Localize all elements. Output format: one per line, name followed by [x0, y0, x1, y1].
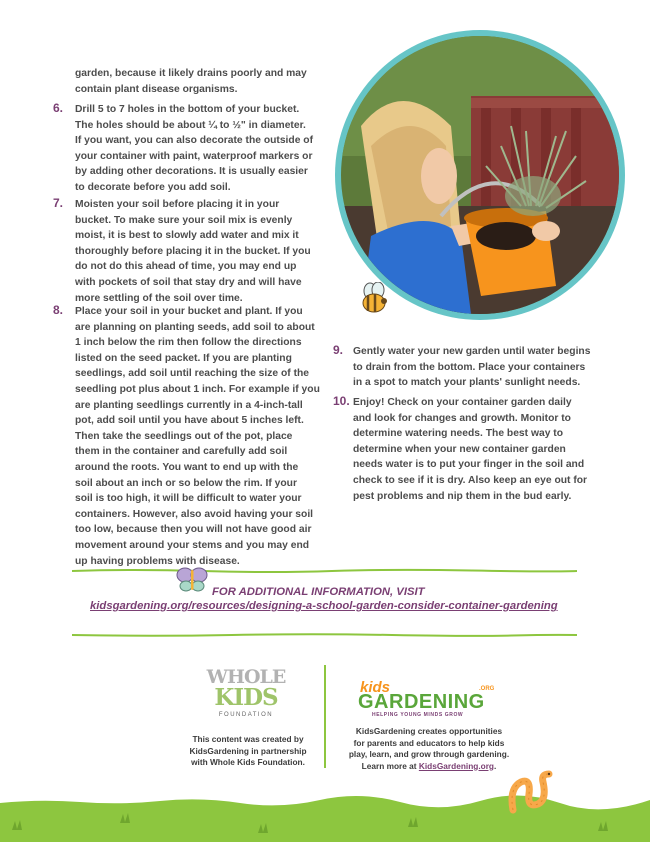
child-planting-photo [341, 36, 619, 314]
step-line: Moisten your soil before placing it in your [75, 199, 280, 210]
whole-kids-credit [178, 734, 318, 769]
step-9-text [353, 344, 590, 391]
intro-line: contain plant disease organisms. [75, 83, 238, 95]
step-line: Place your soil in your bucket and plant. If you [75, 306, 303, 317]
kg-line: for parents and educators to help kids [353, 737, 505, 748]
info-link[interactable]: kidsgardening.org/resources/designing-a-school-garden-consider-container-gardening [90, 600, 558, 612]
step-line: up having problems with disease. [75, 555, 240, 567]
step-7-text [75, 197, 311, 306]
step-line: soil about an inch or so below the rim. If your [75, 477, 297, 489]
step-line: Drill 5 to 7 holes in the bottom of your bucket. [75, 104, 300, 115]
step-line: and look for changes and growth. Monitor to [353, 412, 571, 424]
kidsgardening-link[interactable]: KidsGardening.org [418, 760, 494, 771]
kg-learn-suffix: . [494, 760, 497, 771]
kg-logo-gardening: GARDENING [358, 691, 485, 713]
whole-kids-logo [204, 667, 288, 718]
step-line: seedling pot plus about 1 inch. For example if you [75, 383, 320, 395]
step-line: to decorate before you add soil. [75, 181, 231, 193]
kg-learn-more [340, 761, 518, 773]
kg-line: KidsGardening creates opportunities [355, 726, 503, 736]
footer-divider [324, 665, 326, 768]
step-line: too low, because then you will not have good air [75, 524, 312, 536]
step-10-number: 10. [333, 394, 350, 408]
step-line: with pockets of soil that stay dry and will have [75, 276, 302, 288]
kg-logo-org: .ORG [479, 686, 495, 692]
kg-learn-prefix: Learn more at [361, 760, 419, 771]
whole-kids-logo-line1: WHOLE [206, 666, 286, 688]
kidsgardening-description [340, 726, 518, 772]
step-line: more settling of the soil over time. [75, 292, 243, 304]
step-line: to drain from the bottom. Place your containers [353, 361, 586, 373]
step-8-text [75, 304, 320, 569]
step-line: soil is too high, it will be difficult to water your [75, 493, 302, 505]
step-line: 1 inch below the rim then follow the directions [75, 337, 302, 349]
whole-kids-logo-line2: KIDS [214, 684, 278, 711]
step-line: Enjoy! Check on your container garden daily [353, 397, 572, 408]
kg-logo-tagline: HELPING YOUNG MINDS GROW [372, 712, 464, 718]
step-8-number: 8. [53, 303, 64, 317]
step-6-text [75, 102, 313, 196]
step-line: moist, it is best to slowly add water and mix it [75, 230, 299, 242]
whole-kids-logo-line3: FOUNDATION [218, 712, 274, 718]
bee-icon [357, 282, 393, 318]
step-line: The holes should be about ¼ to ½" in diameter. [75, 119, 306, 131]
step-line: needs water is to put your finger in the soil and [353, 459, 585, 471]
step-line: bucket. To make sure your soil mix is evenly [75, 214, 293, 226]
step-line: around the roots. You want to end up with the [75, 461, 299, 473]
step-line: seedlings, add soil until reaching the size of the [75, 368, 310, 380]
step-line: movement around your stems and you may end [75, 539, 310, 551]
intro-line: garden, because it likely drains poorly and may [75, 68, 307, 79]
kg-logo-kids: kids [360, 679, 391, 696]
step-line: If you want, you can also decorate the outside of [75, 135, 314, 147]
step-9-number: 9. [333, 343, 344, 357]
step-line: in a spot to match your plants' sunlight needs. [353, 377, 581, 389]
intro-paragraph [75, 66, 307, 97]
step-6-number: 6. [53, 101, 64, 115]
step-line: Gently water your new garden until water begins [353, 346, 591, 357]
step-line: by adding other decorations. It is usually easier [75, 166, 308, 178]
step-line: them in the container and carefully add soil [75, 446, 288, 458]
step-line: thoroughly before placing it in the bucket. If you [75, 245, 311, 257]
step-line: are planning on planting seeds, add soil to about [75, 321, 315, 333]
step-line: containers. However, also avoid having your soil [75, 508, 314, 520]
worm-icon [505, 768, 555, 818]
step-line: are planting seedlings currently in a 4-inch-tall [75, 399, 303, 411]
credit-line: with Whole Kids Foundation. [191, 757, 305, 767]
kg-line: play, learn, and grow through gardening. [348, 749, 510, 759]
credit-line: KidsGardening in partnership [189, 745, 307, 756]
credit-line: This content was created by [192, 734, 304, 744]
step-line: determine when your new container garden [353, 443, 566, 455]
green-divider-top [72, 568, 577, 574]
green-divider-bottom [72, 632, 577, 638]
step-line: check to see if it is dry. Also keep an eye out for [353, 474, 588, 486]
step-line: Then take the seedlings out of the pot, place [75, 430, 293, 442]
kidsgardening-logo [358, 680, 498, 718]
step-line: listed on the seed packet. If you are planting [75, 352, 292, 364]
step-line: pot, add soil until you have about 5 inches left. [75, 415, 304, 427]
step-line: pest problems and nip them in the bud early. [353, 490, 572, 502]
step-line: your container with paint, waterproof markers or [75, 150, 313, 162]
butterfly-icon [175, 566, 209, 594]
info-heading: FOR ADDITIONAL INFORMATION, VISIT [212, 586, 425, 598]
step-7-number: 7. [53, 196, 64, 210]
step-line: determine watering needs. The best way to [353, 428, 563, 440]
step-10-text [353, 395, 587, 504]
step-line: do not do this ahead of time, you may end up [75, 261, 297, 273]
